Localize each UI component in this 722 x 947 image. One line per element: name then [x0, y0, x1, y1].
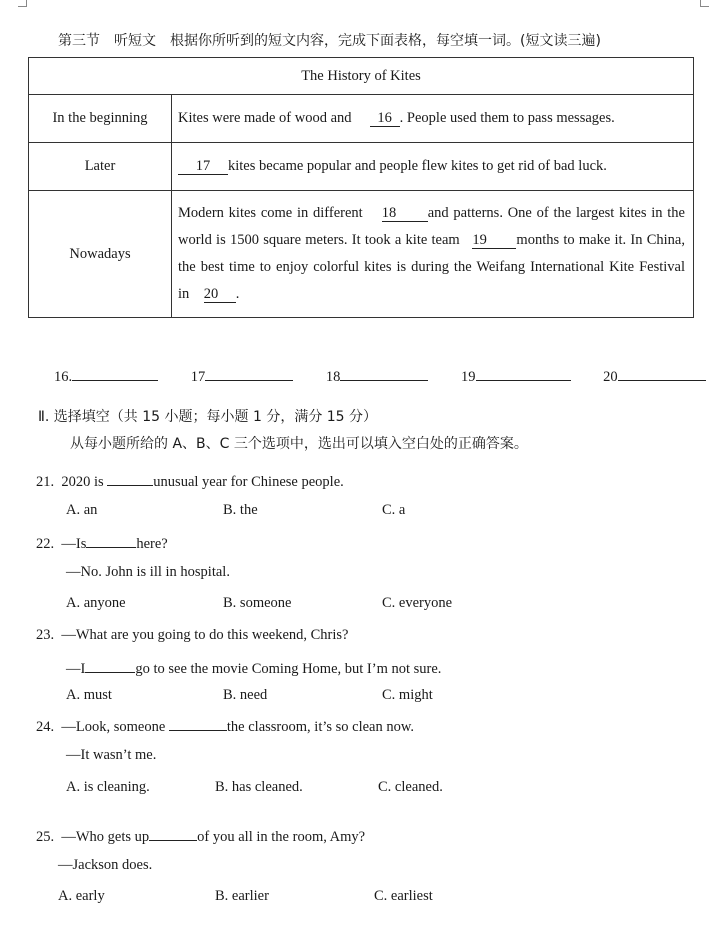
question-line	[66, 658, 441, 678]
text-segment: kites became popular and people flew kites to get rid of bad luck.	[228, 158, 607, 174]
question-text: go to see the movie Coming Home, but I’m not sure.	[135, 661, 442, 677]
question-text: —I	[66, 661, 86, 677]
answer-num: 20	[603, 369, 618, 385]
blank-20: 20	[204, 286, 236, 303]
text-segment: and patterns. One of the largest kites in the world is 1500 square meters. It took a kite team	[178, 205, 685, 248]
text-segment: .	[235, 286, 240, 302]
question-number: 21.	[36, 474, 55, 490]
question-line: —It wasn’t me.	[66, 747, 157, 763]
blank-16: 16	[370, 110, 400, 127]
question-22	[36, 533, 168, 553]
row-content	[172, 95, 694, 143]
text-segment: Modern kites come in different	[178, 205, 363, 221]
text-segment: Kites were made of wood and	[178, 110, 352, 126]
question-number: 22.	[36, 536, 55, 552]
question-24	[36, 716, 414, 736]
question-25	[36, 826, 365, 846]
question-number: 24.	[36, 719, 55, 735]
part2-instruction: 从每小题所给的 A、B、C 三个选项中，选出可以填入空白处的正确答案。	[70, 436, 528, 452]
question-line: —Jackson does.	[58, 857, 153, 873]
question-blank	[169, 716, 227, 731]
row-content	[172, 143, 694, 191]
option-a: A. is cleaning.	[66, 779, 150, 795]
text-segment: . People used them to pass messages.	[399, 110, 615, 126]
option-b: B. need	[223, 687, 268, 703]
option-b: B. has cleaned.	[215, 779, 303, 795]
option-b: B. the	[223, 502, 258, 518]
answer-num: 19	[461, 369, 476, 385]
option-a: A. must	[66, 687, 112, 703]
question-text: 2020 is	[61, 474, 104, 490]
option-b: B. someone	[223, 595, 292, 611]
question-text: —Is	[61, 536, 87, 552]
question-21	[36, 471, 344, 491]
row-content	[172, 191, 694, 318]
section-heading: 第三节 听短文 根据你所听到的短文内容，完成下面表格，每空填一词。(短文读三遍)	[58, 33, 601, 49]
row-label: Nowadays	[29, 191, 172, 318]
question-blank	[107, 471, 153, 486]
question-text: of you all in the room, Amy?	[197, 829, 366, 845]
table-row	[29, 95, 694, 143]
answer-blank	[72, 366, 158, 381]
kite-history-table	[28, 57, 694, 318]
question-text: —What are you going to do this weekend, Chris?	[61, 627, 349, 643]
answer-num: 17	[190, 369, 206, 385]
table-row	[29, 191, 694, 318]
row-label: Later	[29, 143, 172, 191]
question-blank	[86, 533, 136, 548]
option-a: A. early	[58, 888, 105, 904]
page-corner-mark-left	[18, 0, 27, 7]
option-b: B. earlier	[215, 888, 269, 904]
question-23	[36, 627, 349, 644]
option-c: C. might	[382, 687, 433, 703]
question-text: the classroom, it’s so clean now.	[226, 719, 415, 735]
option-a: A. anyone	[66, 595, 126, 611]
option-c: C. cleaned.	[378, 779, 443, 795]
question-text: —Who gets up	[61, 829, 150, 845]
table-title: The History of Kites	[29, 58, 694, 95]
option-c: C. everyone	[382, 595, 453, 611]
page-corner-mark-right	[700, 0, 709, 7]
question-blank	[149, 826, 197, 841]
answer-blank	[618, 366, 706, 381]
answer-blank	[340, 366, 428, 381]
answer-blank	[205, 366, 293, 381]
text-segment: months to make it. In China, the best time to enjoy colorful kites is during the Weifang International Kite Festival in	[178, 232, 685, 302]
answer-blank	[476, 366, 571, 381]
option-c: C. earliest	[374, 888, 433, 904]
option-c: C. a	[382, 502, 406, 518]
blank-18: 18	[382, 205, 428, 222]
question-blank	[85, 658, 135, 673]
question-text: unusual year for Chinese people.	[153, 474, 344, 490]
blank-19: 19	[472, 232, 516, 249]
question-number: 25.	[36, 829, 55, 845]
table-row	[29, 143, 694, 191]
answer-line	[54, 366, 706, 386]
question-line: —No. John is ill in hospital.	[66, 564, 230, 580]
answer-num: 18	[325, 369, 341, 385]
question-number: 23.	[36, 627, 55, 643]
option-a: A. an	[66, 502, 98, 518]
question-text: —Look, someone	[61, 719, 166, 735]
row-label: In the beginning	[29, 95, 172, 143]
question-text: here?	[136, 536, 168, 552]
blank-17: 17	[178, 158, 228, 175]
part2-heading: Ⅱ. 选择填空（共 15 小题；每小题 1 分，满分 15 分）	[38, 409, 378, 425]
answer-num: 16.	[54, 369, 73, 385]
